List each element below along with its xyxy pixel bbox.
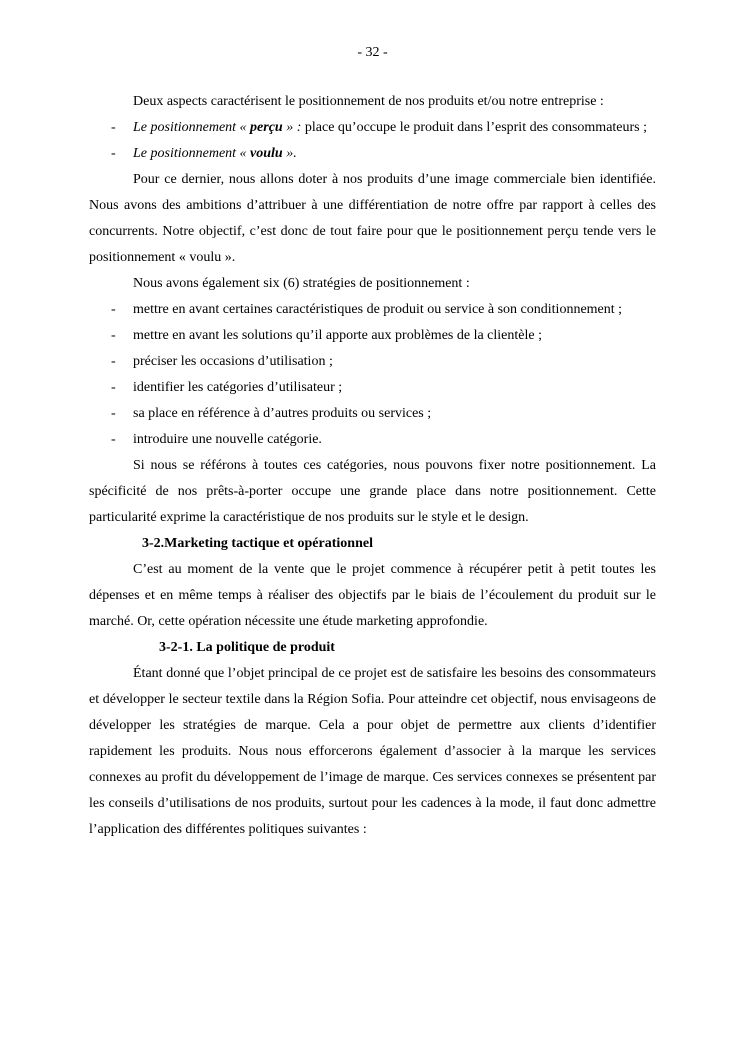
dash-marker: - [111, 354, 116, 369]
intro-paragraph: Deux aspects caractérisent le positionnement de nos produits et/ou notre entreprise : [133, 94, 604, 109]
subsection-heading: 3-2-1. La politique de produit [159, 640, 335, 655]
aspect-label-post: ». [286, 146, 297, 161]
strategy-text: sa place en référence à d’autres produits ou services ; [133, 406, 432, 421]
aspect-label-pre: Le positionnement « [133, 120, 247, 135]
dash-marker: - [111, 406, 116, 421]
strategy-text: mettre en avant les solutions qu’il apporte aux problèmes de la clientèle ; [133, 328, 542, 343]
dash-marker: - [111, 380, 116, 395]
strategy-item [89, 349, 656, 375]
dash-marker: - [111, 328, 116, 343]
strategies-intro: Nous avons également six (6) stratégies de positionnement : [133, 276, 470, 291]
aspect-label-post: » : [286, 120, 302, 135]
strategy-item [89, 297, 656, 323]
positioning-paragraph: Pour ce dernier, nous allons doter à nos produits d’une image commerciale bien identifiée. Nous avons des ambitions d’attribuer à une différentiation de notre offre par rapport à celles des concurrents. Notre objectif, c’est donc de tout faire pour que le positionnement perçu tende vers le positionnement « voulu ». [89, 172, 656, 265]
strategy-text: préciser les occasions d’utilisation ; [133, 354, 333, 369]
sales-paragraph: C’est au moment de la vente que le projet commence à récupérer petit à petit toutes les dépenses et en même temps à réaliser des objectifs par le biais de l’écoulement du produit sur le marché. Or, cette opération nécessite une étude marketing approfondie. [89, 562, 656, 629]
section-heading: 3-2.Marketing tactique et opérationnel [142, 536, 373, 551]
aspect-item-voulu [89, 141, 656, 167]
aspect-item-percu [89, 115, 656, 141]
strategy-item [89, 323, 656, 349]
strategy-item [89, 375, 656, 401]
strategy-text: mettre en avant certaines caractéristiques de produit ou service à son conditionnement ; [133, 302, 623, 317]
page-body [89, 89, 656, 843]
categories-paragraph: Si nous se référons à toutes ces catégories, nous pouvons fixer notre positionnement. La spécificité de nos prêts-à-porter occupe une grande place dans notre positionnement. Cette particularité exprime la caractéristique de nos produits sur le style et le design. [89, 458, 656, 525]
strategy-text: introduire une nouvelle catégorie. [133, 432, 322, 447]
product-policy-paragraph: Étant donné que l’objet principal de ce projet est de satisfaire les besoins des consommateurs et développer le secteur textile dans la Région Sofia. Pour atteindre cet objectif, nous envisageons de développer les stratégies de marque. Cela a pour objet de permettre aux clients d’identifier rapidement les produits. Nous nous efforcerons également d’associer à la marque les services connexes au profit du développement de l’image de marque. Ces services connexes se présentent par les conseils d’utilisations de nos produits, surtout pour les cadences à la mode, il faut donc admettre l’application des différentes politiques suivantes : [89, 666, 656, 837]
dash-marker: - [111, 146, 116, 161]
strategy-item [89, 401, 656, 427]
aspect-keyword: perçu [250, 120, 283, 135]
page-number: - 32 - [357, 45, 388, 60]
strategy-item [89, 427, 656, 453]
aspect-description: place qu’occupe le produit dans l’esprit des consommateurs ; [301, 120, 648, 135]
aspect-label-pre: Le positionnement « [133, 146, 247, 161]
dash-marker: - [111, 432, 116, 447]
dash-marker: - [111, 302, 116, 317]
aspect-keyword: voulu [250, 146, 283, 161]
dash-marker: - [111, 120, 116, 135]
strategy-text: identifier les catégories d’utilisateur ; [133, 380, 343, 395]
